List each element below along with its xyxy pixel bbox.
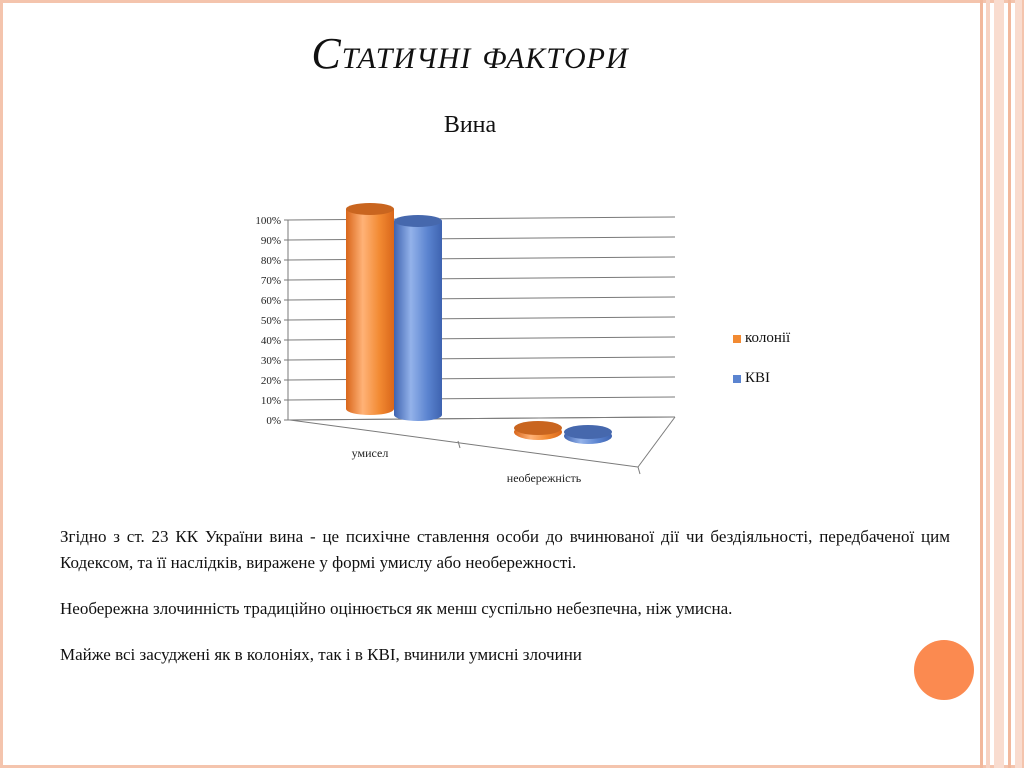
bar-top xyxy=(564,425,612,439)
y-tick-label: 100% xyxy=(255,215,281,227)
y-tick-label: 40% xyxy=(260,335,281,347)
chart xyxy=(220,195,820,495)
decorative-stripes xyxy=(980,0,1024,768)
stripe xyxy=(986,0,990,768)
chart-title: Вина xyxy=(443,112,497,138)
slide-body xyxy=(60,524,950,668)
y-tick-label: 50% xyxy=(260,315,281,327)
legend-label-kvi: КВІ xyxy=(745,370,771,386)
legend-swatch-colonies xyxy=(733,335,741,343)
stripe xyxy=(994,0,1004,768)
stripe xyxy=(980,0,983,768)
y-tick-label: 80% xyxy=(260,255,281,267)
category-label: необережність xyxy=(506,471,582,485)
bar-top xyxy=(394,215,442,227)
stripe xyxy=(1008,0,1011,768)
category-label: умисел xyxy=(351,446,389,460)
legend-swatch-kvi xyxy=(733,375,741,383)
category-tick xyxy=(638,467,640,474)
legend-item-colonies xyxy=(733,330,790,347)
bar-kvi xyxy=(394,221,442,421)
y-tick-label: 60% xyxy=(260,295,281,307)
slide-title: СТАТИЧНІ ФАКТОРИ xyxy=(311,29,629,78)
y-tick-label: 90% xyxy=(260,235,281,247)
legend-label-colonies: колонії xyxy=(745,330,791,346)
paragraph-negligence: Необережна злочинність традиційно оцінюється як менш суспільно небезпечна, ніж умисна. xyxy=(60,599,733,618)
y-tick-label: 30% xyxy=(260,355,281,367)
floor-back-edge xyxy=(290,417,675,420)
bar-colonies xyxy=(346,209,394,415)
y-tick-label: 70% xyxy=(260,275,281,287)
y-tick-label: 0% xyxy=(266,415,281,427)
floor-right-edge xyxy=(638,417,675,467)
paragraph-definition: Згідно з ст. 23 КК України вина - це психічне ставлення особи до вчинюваної дії чи бездіяльності, передбаченої цим Кодексом, та її наслідків, виражене у формі умислу або необережності. xyxy=(60,527,950,572)
decorative-dot xyxy=(914,640,974,700)
category-tick xyxy=(458,441,460,448)
stripe xyxy=(1015,0,1022,768)
paragraph-intent: Майже всі засуджені як в колоніях, так і в КВІ, вчинили умисні злочини xyxy=(60,645,582,664)
legend-item-kvi xyxy=(733,370,770,387)
y-tick-label: 10% xyxy=(260,395,281,407)
y-tick-label: 20% xyxy=(260,375,281,387)
bar-top xyxy=(346,203,394,215)
bar-top xyxy=(514,421,562,435)
